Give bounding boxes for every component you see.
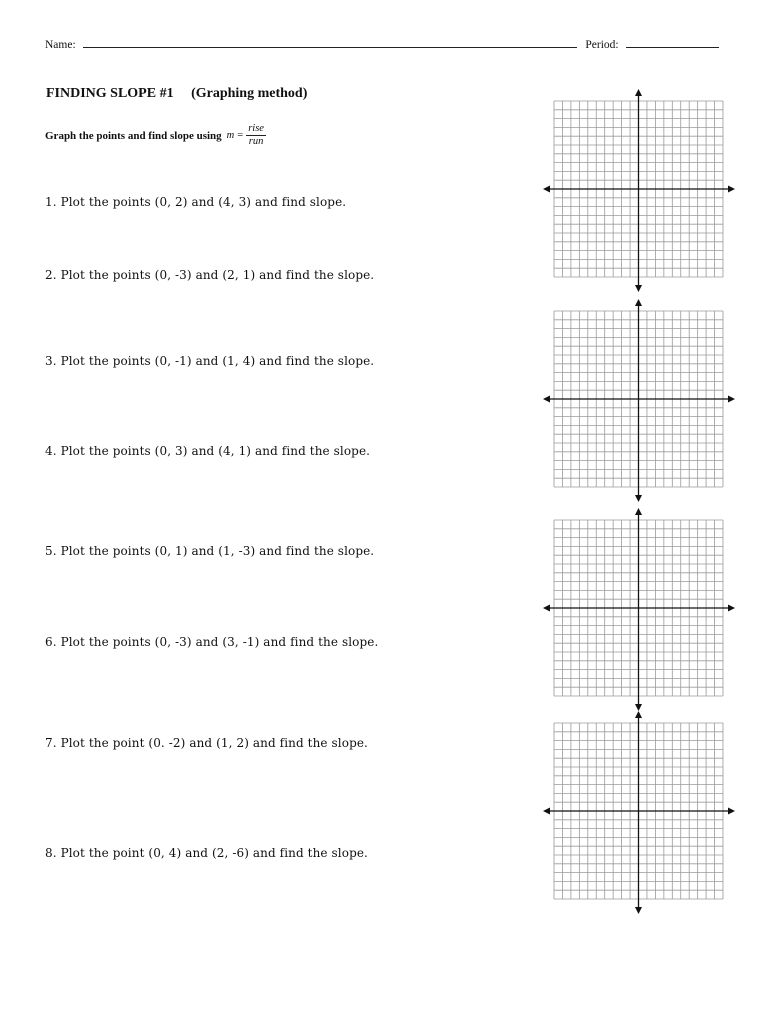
coordinate-grid-3[interactable]: [541, 507, 737, 712]
x-axis-right-arrow-icon: [728, 186, 735, 193]
problem-6: 6. Plot the points (0, -3) and (3, -1) and find the slope.: [45, 635, 379, 649]
y-axis-up-arrow-icon: [635, 89, 642, 96]
coordinate-grid-1[interactable]: [541, 88, 737, 293]
name-label: Name:: [45, 39, 76, 51]
y-axis-up-arrow-icon: [635, 711, 642, 718]
instructions-text: Graph the points and find slope using: [45, 129, 222, 142]
worksheet-title: [46, 86, 307, 102]
y-axis-up-arrow-icon: [635, 508, 642, 515]
x-axis-left-arrow-icon: [543, 808, 550, 815]
slope-formula: [227, 123, 266, 148]
y-axis-down-arrow-icon: [635, 285, 642, 292]
problem-1: 1. Plot the points (0, 2) and (4, 3) and find slope.: [45, 195, 347, 209]
y-axis-down-arrow-icon: [635, 907, 642, 914]
y-axis-up-arrow-icon: [635, 299, 642, 306]
coordinate-grid-2[interactable]: [541, 298, 737, 503]
instructions: [45, 123, 266, 148]
grid-svg-3: [541, 507, 737, 712]
problem-8: 8. Plot the point (0, 4) and (2, -6) and find the slope.: [45, 846, 368, 860]
problem-2: 2. Plot the points (0, -3) and (2, 1) and find the slope.: [45, 268, 375, 282]
formula-fraction: [246, 123, 266, 148]
formula-denominator: run: [248, 136, 264, 148]
x-axis-right-arrow-icon: [728, 396, 735, 403]
problem-7: 7. Plot the point (0. -2) and (1, 2) and find the slope.: [45, 736, 368, 750]
coordinate-grid-4[interactable]: [541, 710, 737, 915]
period-field[interactable]: [626, 37, 719, 48]
formula-numerator: rise: [246, 123, 266, 136]
x-axis-left-arrow-icon: [543, 605, 550, 612]
grid-svg-4: [541, 710, 737, 915]
period-label: Period:: [585, 39, 619, 51]
x-axis-left-arrow-icon: [543, 396, 550, 403]
problem-5: 5. Plot the points (0, 1) and (1, -3) and find the slope.: [45, 544, 375, 558]
x-axis-right-arrow-icon: [728, 808, 735, 815]
name-field[interactable]: [83, 37, 577, 48]
problem-4: 4. Plot the points (0, 3) and (4, 1) and find the slope.: [45, 444, 371, 458]
formula-lhs: m: [226, 130, 235, 142]
y-axis-down-arrow-icon: [635, 495, 642, 502]
header-row: [45, 37, 719, 51]
x-axis-right-arrow-icon: [728, 605, 735, 612]
formula-equals: =: [237, 130, 244, 142]
grid-svg-1: [541, 88, 737, 293]
problem-3: 3. Plot the points (0, -1) and (1, 4) and find the slope.: [45, 354, 375, 368]
x-axis-left-arrow-icon: [543, 186, 550, 193]
title-main: FINDING SLOPE #1: [46, 86, 174, 101]
title-sub: (Graphing method): [191, 86, 308, 101]
grid-svg-2: [541, 298, 737, 503]
